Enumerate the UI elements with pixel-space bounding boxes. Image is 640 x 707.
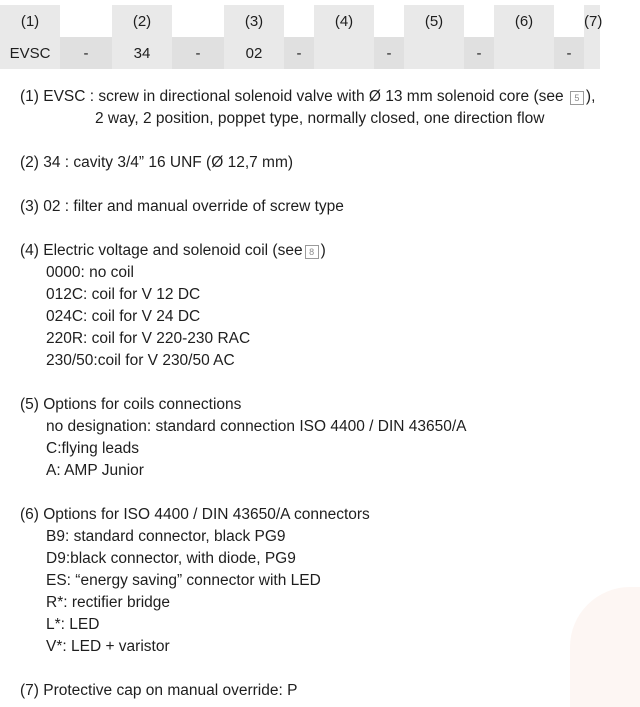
code-value-3: 02 (224, 37, 284, 69)
code-separator: - (172, 37, 224, 69)
description-line: 024C: coil for V 24 DC (46, 308, 201, 325)
description-line: L*: LED (46, 616, 100, 633)
description-line: D9:black connector, with diode, PG9 (46, 550, 296, 567)
description-line: no designation: standard connection ISO 4400 / DIN 43650/A (46, 418, 467, 435)
code-value-6 (494, 37, 554, 69)
code-header-3: (3) (224, 5, 284, 37)
description-line: (6) Options for ISO 4400 / DIN 43650/A connectors (20, 506, 370, 523)
description-line: 2 way, 2 position, poppet type, normally closed, one direction flow (95, 110, 545, 127)
description-line: A: AMP Junior (46, 462, 144, 479)
code-header-6: (6) (494, 5, 554, 37)
description-line: (1) EVSC : screw in directional solenoid valve with Ø 13 mm solenoid core (see 5 ), (20, 88, 596, 105)
code-header-1: (1) (0, 5, 60, 37)
description-item-4 (20, 240, 595, 372)
description-line: C:flying leads (46, 440, 140, 457)
code-separator: - (554, 37, 584, 69)
code-separator: - (284, 37, 314, 69)
description-item-1 (20, 86, 595, 130)
code-value-4 (314, 37, 374, 69)
code-header-row (0, 5, 600, 37)
description-item-5 (20, 394, 595, 482)
description-item-7 (20, 680, 595, 702)
description-line: ES: “energy saving” connector with LED (46, 572, 321, 589)
description-line: (4) Electric voltage and solenoid coil (see 8 ) (20, 242, 326, 259)
code-value-5 (404, 37, 464, 69)
description-item-3 (20, 196, 595, 218)
code-separator: - (464, 37, 494, 69)
description-line: (5) Options for coils connections (20, 396, 242, 413)
code-header-4: (4) (314, 5, 374, 37)
code-value-7 (584, 37, 600, 69)
code-value-row (0, 37, 600, 69)
description-line: 230/50:coil for V 230/50 AC (46, 352, 235, 369)
description-line: 220R: coil for V 220-230 RAC (46, 330, 251, 347)
description-line: (3) 02 : filter and manual override of screw type (20, 198, 344, 215)
reference-box-icon: 8 (305, 245, 319, 259)
code-separator: - (374, 37, 404, 69)
description-line: (7) Protective cap on manual override: P (20, 682, 298, 699)
code-value-2: 34 (112, 37, 172, 69)
description-line: V*: LED + varistor (46, 638, 170, 655)
description-line: B9: standard connector, black PG9 (46, 528, 286, 545)
description-item-2 (20, 152, 595, 174)
code-header-2: (2) (112, 5, 172, 37)
description-line: 0000: no coil (46, 264, 134, 281)
ordering-code-table (0, 5, 603, 69)
reference-box-icon: 5 (570, 91, 584, 105)
code-value-1: EVSC (0, 37, 60, 69)
code-description-list (20, 86, 595, 702)
code-header-7: (7) (584, 5, 600, 37)
description-item-6 (20, 504, 595, 658)
description-line: R*: rectifier bridge (46, 594, 171, 611)
description-line: (2) 34 : cavity 3/4” 16 UNF (Ø 12,7 mm) (20, 154, 294, 171)
description-line: 012C: coil for V 12 DC (46, 286, 201, 303)
code-header-5: (5) (404, 5, 464, 37)
code-separator: - (60, 37, 112, 69)
